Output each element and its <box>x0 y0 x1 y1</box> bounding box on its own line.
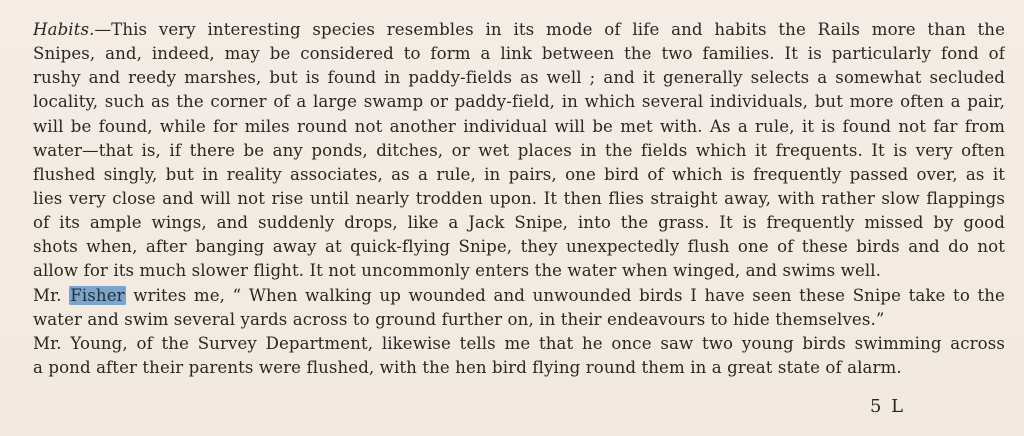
text-line-14: Mr. Young, of the Survey Department, likewise tells me that he once saw two young birds swimming across <box>33 333 1005 353</box>
highlighted-word-fisher[interactable]: Fisher <box>70 285 125 305</box>
paragraph-habits <box>33 18 1005 380</box>
text-line-7: flushed singly, but in reality associates, as a rule, in pairs, one bird of which is frequently passed over, as it <box>33 164 1005 184</box>
text-line-4: locality, such as the corner of a large swamp or paddy-field, in which several individuals, but more often a pair, <box>33 92 1005 112</box>
text-line-15: a pond after their parents were flushed, with the hen bird flying round them in a great state of alarm. <box>33 357 902 377</box>
line-12-prefix: Mr. <box>33 285 70 305</box>
text-line-2: Snipes, and, indeed, may be considered to form a link between the two families. It is particularly fond of <box>33 44 1005 64</box>
text-line-5: will be found, while for miles round not another individual will be met with. As a rule, it is found not far from <box>33 116 1005 136</box>
line-1-text: —This very interesting species resembles in its mode of life and habits the Rails more than the <box>94 20 1005 39</box>
signature-mark: 5 L <box>870 396 906 417</box>
text-line-11: allow for its much slower flight. It not uncommonly enters the water when winged, and swims well. <box>33 261 882 281</box>
text-line-10: shots when, after banging away at quick-flying Snipe, they unexpectedly flush one of these birds and do not <box>33 237 1005 257</box>
text-line-12 <box>33 284 1005 308</box>
text-line-3: rushy and reedy marshes, but is found in paddy-fields as well ; and it generally selects a somewhat secluded <box>33 68 1005 88</box>
text-line-8: lies very close and will not rise until nearly trodden upon. It then flies straight away, with rather slow flappings <box>33 188 1005 208</box>
text-line-13: water and swim several yards across to ground further on, in their endeavours to hide themselves.” <box>33 309 885 329</box>
section-heading-habits: Habits. <box>33 20 95 39</box>
text-line-1 <box>33 18 1005 42</box>
text-line-9: of its ample wings, and suddenly drops, like a Jack Snipe, into the grass. It is frequently missed by good <box>33 213 1005 233</box>
text-line-6: water—that is, if there be any ponds, ditches, or wet places in the fields which it frequents. It is very often <box>33 140 1005 160</box>
line-12-text: writes me, “ When walking up wounded and unwounded birds I have seen these Snipe take to the <box>125 285 1005 305</box>
